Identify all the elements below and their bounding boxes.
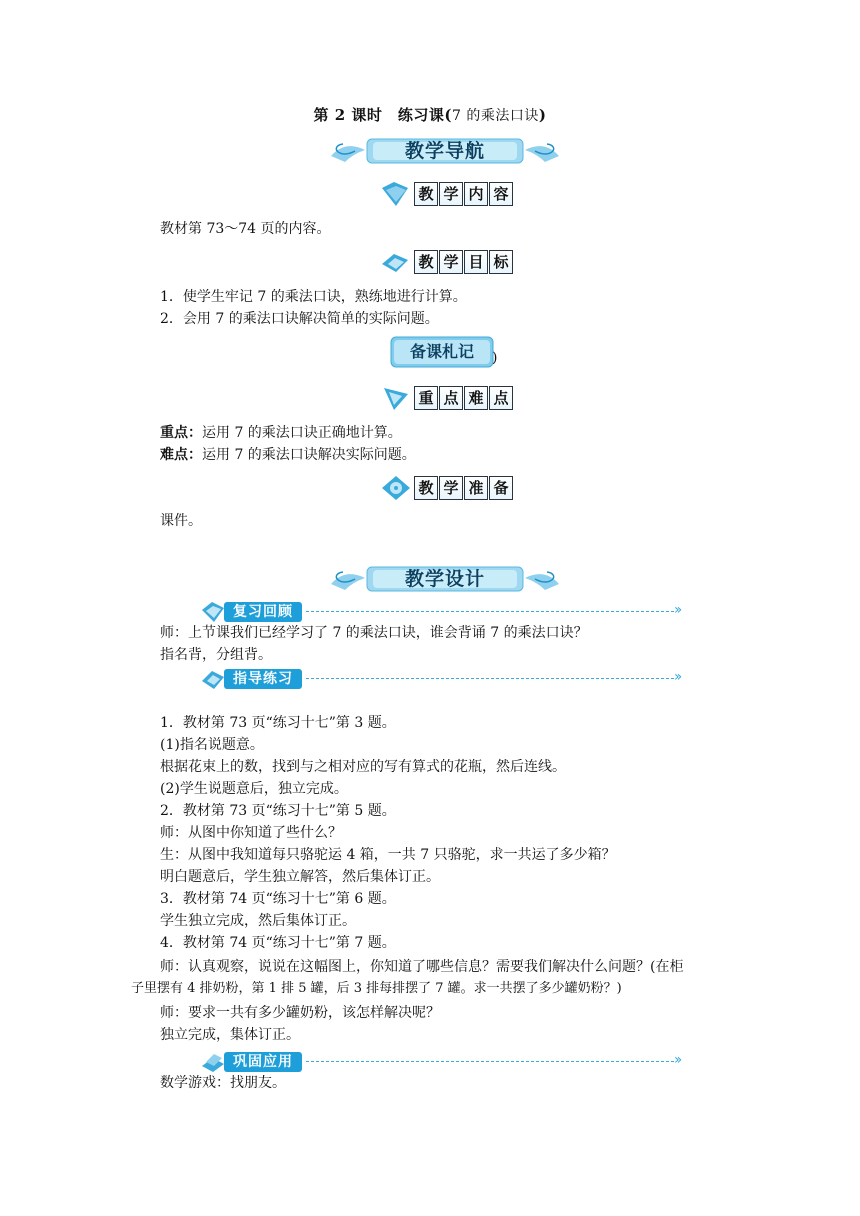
- tile-char: 难: [464, 386, 488, 410]
- lesson-title-main: 第 2 课时 练习课(: [313, 106, 452, 124]
- section-key-points: [380, 384, 520, 412]
- goal-item: 2．会用 7 的乘法口诀解决简单的实际问题。: [160, 311, 439, 327]
- content-text: 教材第 73～74 页的内容。: [160, 221, 331, 237]
- goal-item: 1．使学生牢记 7 的乘法口诀，熟练地进行计算。: [160, 289, 467, 305]
- review-line: 指名背，分组背。: [160, 647, 272, 663]
- tile-char: 教: [414, 476, 438, 500]
- practice-paragraph-line: 师：认真观察，说说在这幅图上，你知道了哪些信息？需要我们解决什么问题？(在柜: [160, 959, 684, 975]
- key-point-text: 运用 7 的乘法口诀正确地计算。: [202, 425, 402, 441]
- banner-teaching-design-label: 教学设计: [404, 568, 485, 590]
- tile-char: 重: [414, 386, 438, 410]
- section-teaching-content: [380, 180, 520, 208]
- dashed-divider: [306, 678, 674, 679]
- practice-line: (2)学生说题意后，独立完成。: [160, 781, 348, 797]
- double-chevron-icon: ››: [674, 669, 680, 685]
- lesson-title-close: ): [538, 106, 547, 124]
- tile-char: 点: [489, 386, 513, 410]
- key-point-line: [160, 422, 402, 444]
- practice-line: 明白题意后，学生独立解答，然后集体订正。: [160, 869, 440, 885]
- stack-icon: [200, 1050, 226, 1074]
- tile-char: 教: [414, 182, 438, 206]
- tile-char: 目: [464, 250, 488, 274]
- dashed-divider: [306, 1061, 674, 1062]
- cd-icon: [380, 474, 412, 502]
- tile-char: 教: [414, 250, 438, 274]
- dashed-divider: [306, 611, 674, 612]
- practice-line: (1)指名说题意。: [160, 737, 264, 753]
- tile-char: 容: [489, 182, 513, 206]
- double-chevron-icon: ››: [674, 1052, 680, 1068]
- tile-char: 内: [464, 182, 488, 206]
- lesson-notes-label: 备课札记: [409, 342, 474, 361]
- tile-char: 点: [439, 386, 463, 410]
- difficulty-text: 运用 7 的乘法口诀解决实际问题。: [202, 447, 416, 463]
- folder-icon: [380, 180, 412, 208]
- tile-char: 标: [489, 250, 513, 274]
- folder-icon: [200, 600, 226, 624]
- practice-line: 生：从图中我知道每只骆驼运 4 箱，一共 7 只骆驼，求一共运了多少箱？: [160, 847, 616, 863]
- practice-line: 3．教材第 74 页“练习十七”第 6 题。: [160, 891, 396, 907]
- practice-line: 1．教材第 73 页“练习十七”第 3 题。: [160, 715, 396, 731]
- tile-char: 学: [439, 182, 463, 206]
- banner-teaching-guide: [325, 134, 565, 168]
- section-practice-label: 指导练习: [224, 669, 302, 689]
- difficulty-label: 难点：: [160, 447, 202, 463]
- practice-paragraph-line: 子里摆有 4 排奶粉，第 1 排 5 罐，后 3 排每排摆了 7 罐。求一共摆了多少罐奶粉？): [131, 981, 622, 996]
- lesson-notes-badge: [390, 336, 496, 368]
- practice-line: 4．教材第 74 页“练习十七”第 7 题。: [160, 935, 396, 951]
- badge-paren: ): [492, 350, 498, 366]
- banner-teaching-design: [325, 562, 565, 596]
- section-teaching-prep: [380, 474, 520, 502]
- pennant-icon: [380, 384, 412, 412]
- book-icon: [200, 667, 226, 691]
- lesson-title: [0, 104, 860, 125]
- prep-text: 课件。: [160, 513, 202, 529]
- difficulty-line: [160, 444, 416, 466]
- section-teaching-goals: [380, 248, 520, 276]
- section-consolidation: [200, 1050, 695, 1074]
- section-apply-label: 巩固应用: [224, 1052, 302, 1072]
- practice-line: 2．教材第 73 页“练习十七”第 5 题。: [160, 803, 396, 819]
- section-review: [200, 600, 695, 624]
- lesson-title-topic: 7 的乘法口诀: [452, 108, 539, 124]
- practice-line: 师：要求一共有多少罐奶粉，该怎样解决呢？: [160, 1005, 440, 1021]
- tile-char: 学: [439, 250, 463, 274]
- review-line: 师：上节课我们已经学习了 7 的乘法口诀，谁会背诵 7 的乘法口诀？: [160, 625, 588, 641]
- tile-char: 学: [439, 476, 463, 500]
- apply-line: 数学游戏：找朋友。: [160, 1075, 286, 1091]
- book-icon: [380, 248, 412, 276]
- practice-line: 独立完成，集体订正。: [160, 1027, 300, 1043]
- section-guided-practice: [200, 667, 695, 691]
- key-point-label: 重点：: [160, 425, 202, 441]
- practice-line: 根据花束上的数，找到与之相对应的写有算式的花瓶，然后连线。: [160, 759, 566, 775]
- tile-char: 备: [489, 476, 513, 500]
- section-review-label: 复习回顾: [224, 602, 302, 622]
- banner-teaching-guide-label: 教学导航: [404, 140, 485, 162]
- practice-line: 师：从图中你知道了些什么？: [160, 825, 342, 841]
- double-chevron-icon: ››: [674, 602, 680, 618]
- tile-char: 准: [464, 476, 488, 500]
- practice-line: 学生独立完成，然后集体订正。: [160, 913, 356, 929]
